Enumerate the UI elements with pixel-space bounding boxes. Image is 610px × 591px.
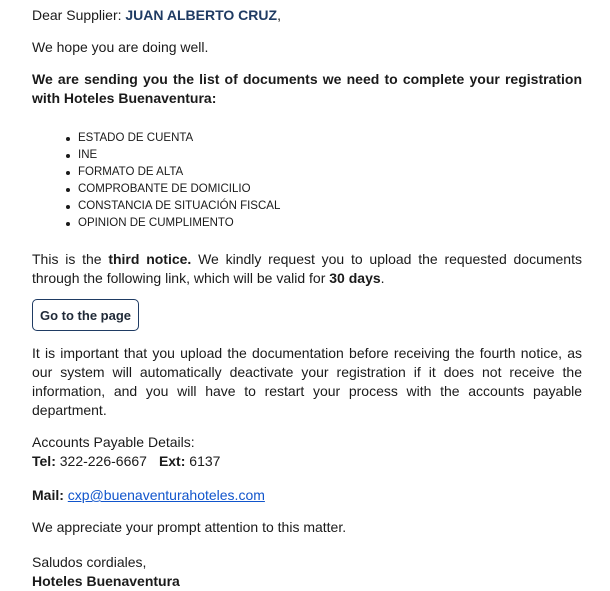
important-text: It is important that you upload the documentation before receiving the fourth notice, as our system will automatically deactivate your registration if it does not receive the information, and you will have to restart your process with the accounts payable department. — [32, 345, 582, 418]
mail-label: Mail: — [32, 487, 64, 503]
hope-text: We hope you are doing well. — [32, 39, 209, 55]
phone-line — [32, 452, 582, 471]
appreciate-text: We appreciate your prompt attention to this matter. — [32, 519, 347, 535]
supplier-name: JUAN ALBERTO CRUZ — [125, 7, 278, 23]
accounts-payable-details — [32, 433, 582, 471]
greeting-suffix: , — [277, 7, 281, 23]
document-item: FORMATO DE ALTA — [78, 164, 582, 181]
notice-text — [32, 250, 582, 288]
accounts-payable-title: Accounts Payable Details: — [32, 434, 195, 450]
ext-label: Ext: — [158, 453, 186, 469]
greeting — [32, 6, 582, 25]
notice-bold1: third notice. — [108, 251, 192, 267]
signature-text: Hoteles Buenaventura — [32, 573, 180, 589]
mail-line — [32, 486, 582, 505]
document-item: ESTADO DE CUENTA — [78, 130, 582, 147]
notice-part3: . — [380, 270, 385, 286]
go-to-page-button[interactable]: Go to the page — [32, 299, 139, 331]
tel-value: 322-226-6667 — [55, 453, 147, 469]
document-item: INE — [78, 147, 582, 164]
closing-text: Saludos cordiales, — [32, 554, 147, 570]
notice-part1: This is the — [32, 251, 109, 267]
greeting-prefix: Dear Supplier: — [32, 7, 126, 23]
documents-list — [32, 130, 582, 232]
notice-bold2: 30 days — [329, 270, 381, 286]
tel-label: Tel: — [32, 453, 56, 469]
intro-text: We are sending you the list of documents we need to complete your registration with Hoteles Buenaventura: — [32, 71, 582, 106]
document-item: CONSTANCIA DE SITUACIÓN FISCAL — [78, 198, 582, 215]
notice-part2: We kindly request you to upload the requested documents through the following link, which will be valid for — [32, 251, 582, 286]
document-item: COMPROBANTE DE DOMICILIO — [78, 181, 582, 198]
signature — [32, 572, 582, 591]
ext-value: 6137 — [185, 453, 221, 469]
document-item: OPINION DE CUMPLIMENTO — [78, 215, 582, 232]
mail-link[interactable]: cxp@buenaventurahoteles.com — [67, 487, 265, 503]
